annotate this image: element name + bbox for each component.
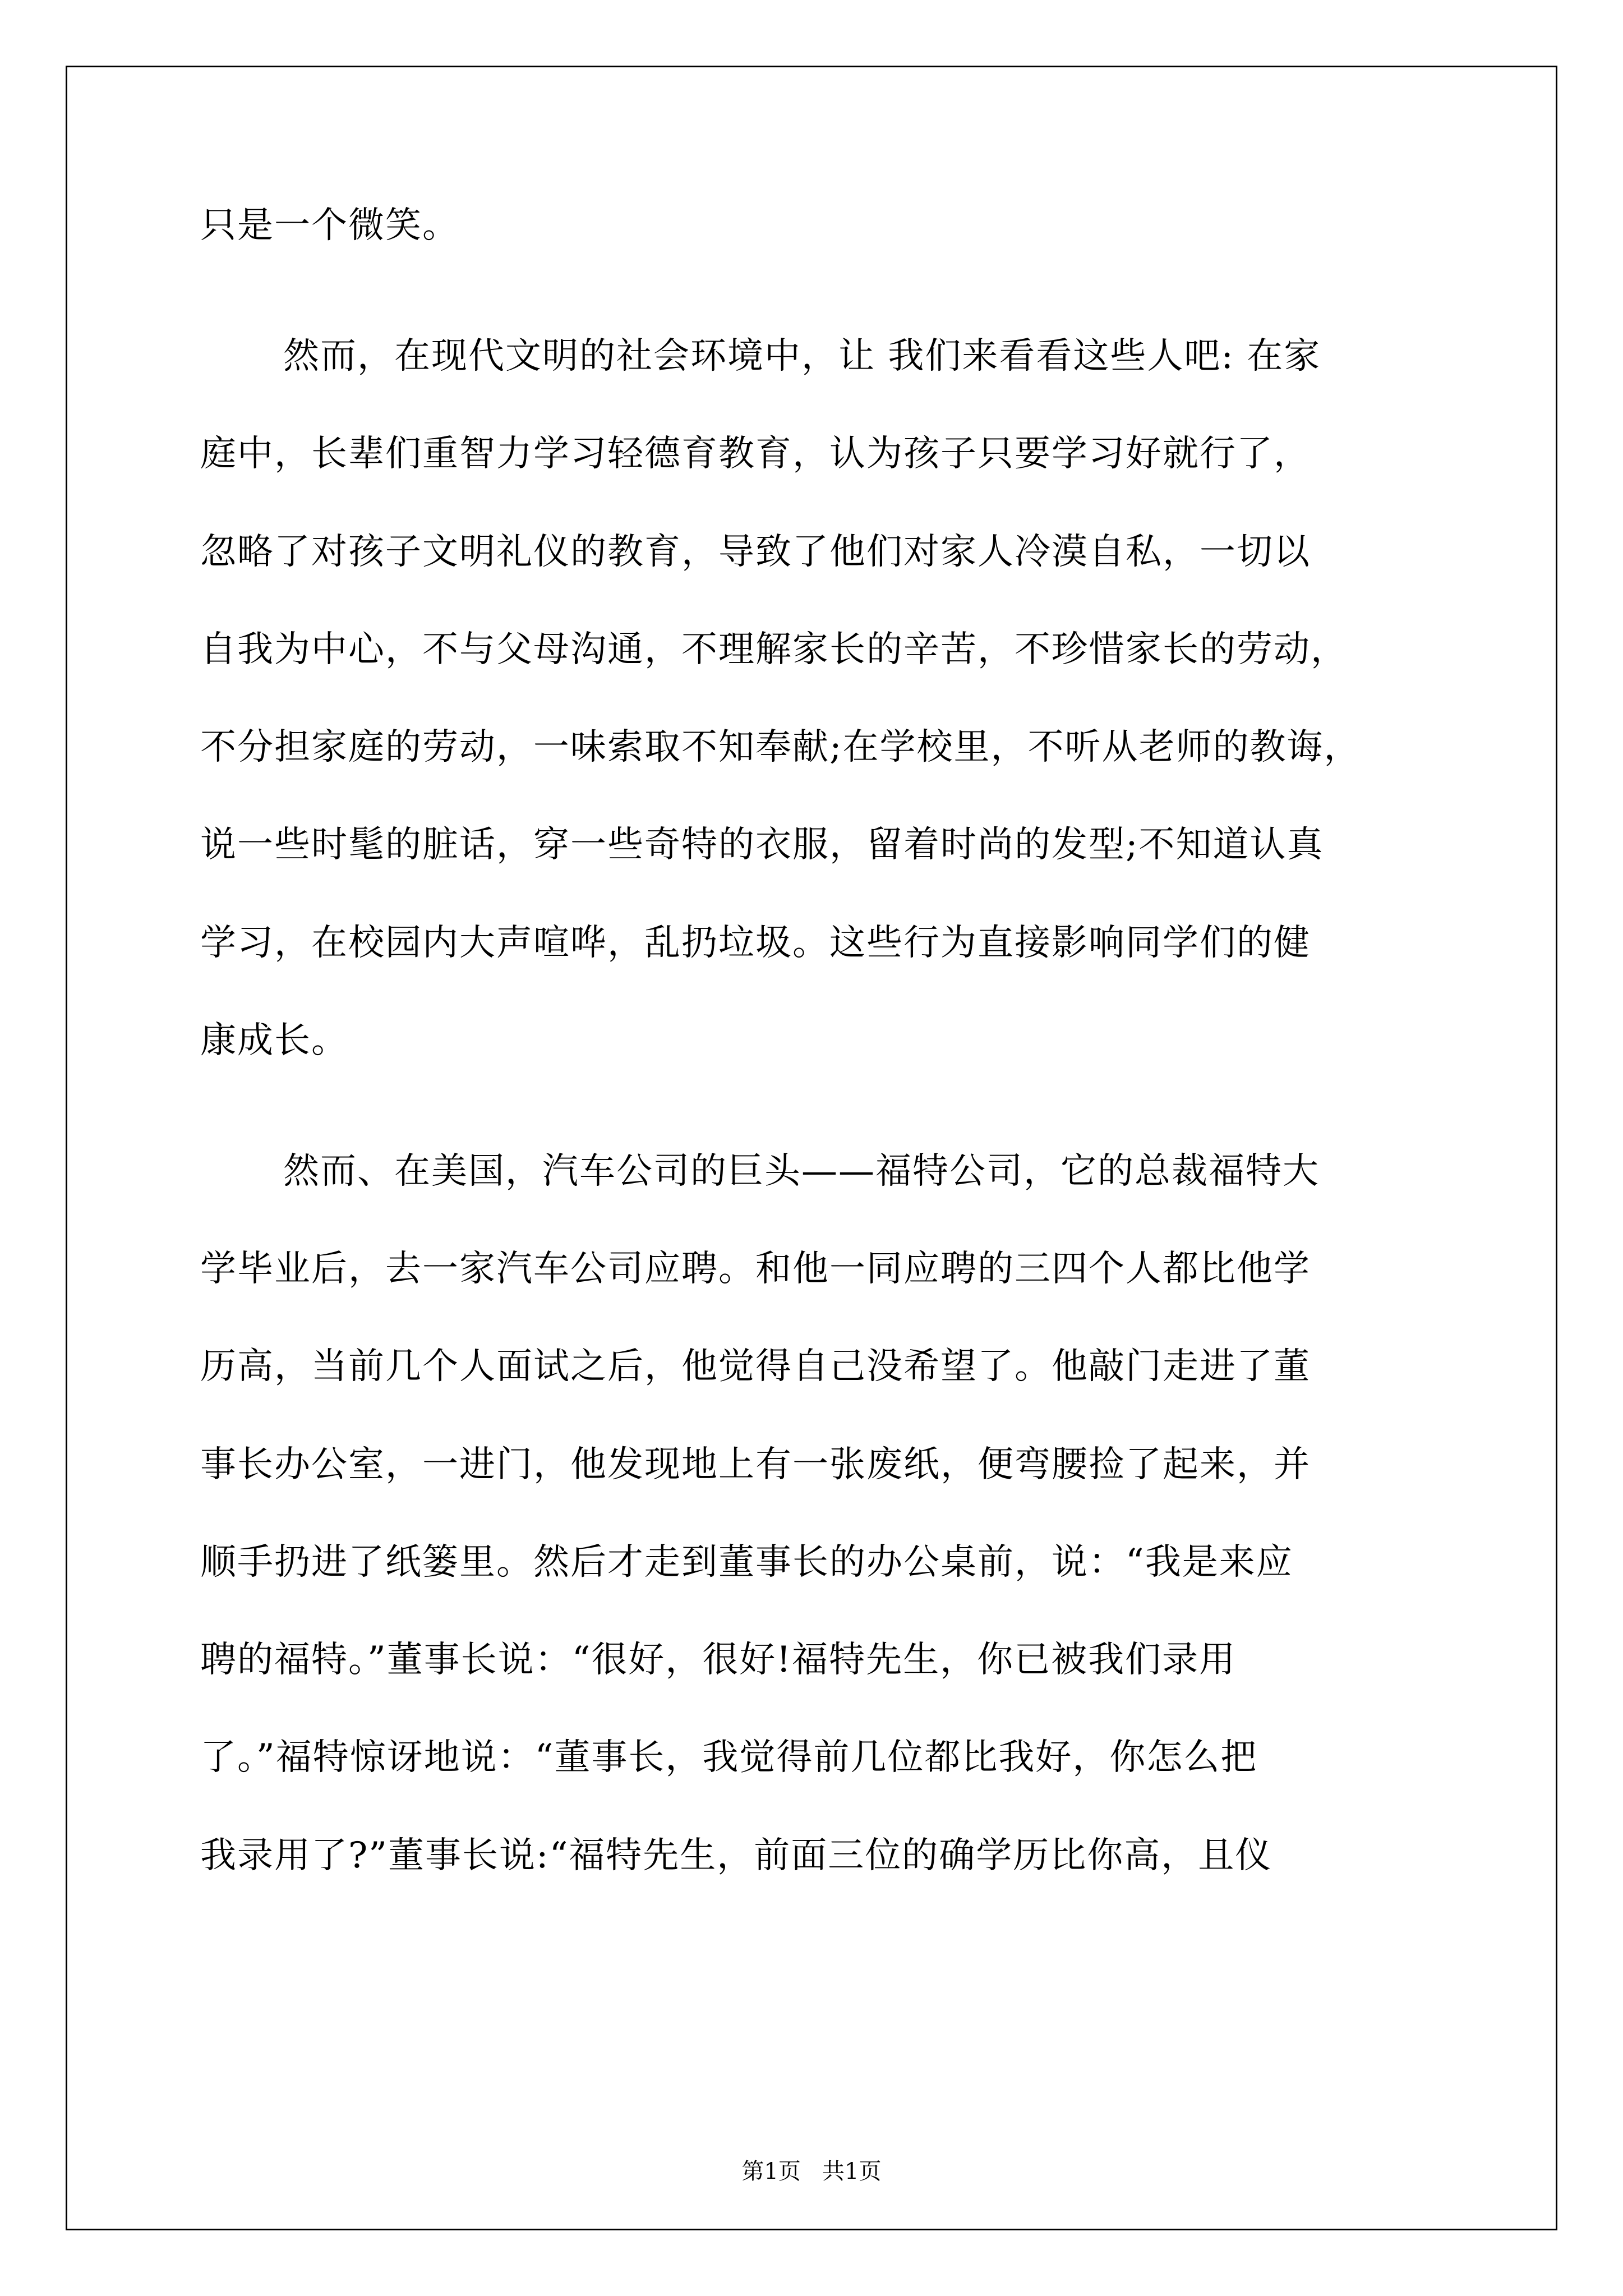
paragraph-first-line: 然而，在现代文明的社会环境中，让 我们来看看这些人吧: 在家 <box>283 335 1321 377</box>
text-line: 事长办公室，一进门，他发现地上有一张废纸，便弯腰捡了起来，并 <box>200 1444 1311 1485</box>
text-line: 聘的福特。”董事长说：“很好，很好!福特先生，你已被我们录用 <box>200 1639 1237 1681</box>
text-line: 了。”福特惊讶地说：“董事长，我觉得前几位都比我好，你怎么把 <box>200 1737 1258 1778</box>
text-line: 庭中，长辈们重智力学习轻德育教育，认为孩子只要学习好就行了， <box>200 433 1311 475</box>
text-line: 康成长。 <box>200 1020 348 1061</box>
text-line: 不分担家庭的劳动，一味索取不知奉献;在学校里，不听从老师的教诲， <box>200 726 1361 768</box>
text-line: 忽略了对孩子文明礼仪的教育，导致了他们对家人冷漠自私，一切以 <box>200 531 1311 573</box>
text-line: 历高，当前几个人面试之后，他觉得自己没希望了。他敲门走进了董 <box>200 1346 1311 1387</box>
paragraph-first-line: 然而、在美国，汽车公司的巨头——福特公司，它的总裁福特大 <box>283 1151 1320 1192</box>
text-line: 只是一个微笑。 <box>200 205 459 246</box>
page-number-footer: 第1页 共1页 <box>741 2159 882 2184</box>
text-line: 顺手扔进了纸篓里。然后才走到董事长的办公桌前，说：“我是来应 <box>200 1542 1293 1583</box>
text-line: 我录用了?”董事长说:“福特先生，前面三位的确学历比你高，且仪 <box>200 1835 1272 1876</box>
text-line: 学毕业后，去一家汽车公司应聘。和他一同应聘的三四个人都比他学 <box>200 1248 1311 1290</box>
page-border <box>66 66 1557 2230</box>
text-line: 学习，在校园内大声喧哗，乱扔垃圾。这些行为直接影响同学们的健 <box>200 922 1311 964</box>
text-line: 说一些时髦的脏话，穿一些奇特的衣服，留着时尚的发型;不知道认真 <box>200 824 1324 866</box>
text-line: 自我为中心，不与父母沟通，不理解家长的辛苦，不珍惜家长的劳动， <box>200 629 1348 670</box>
